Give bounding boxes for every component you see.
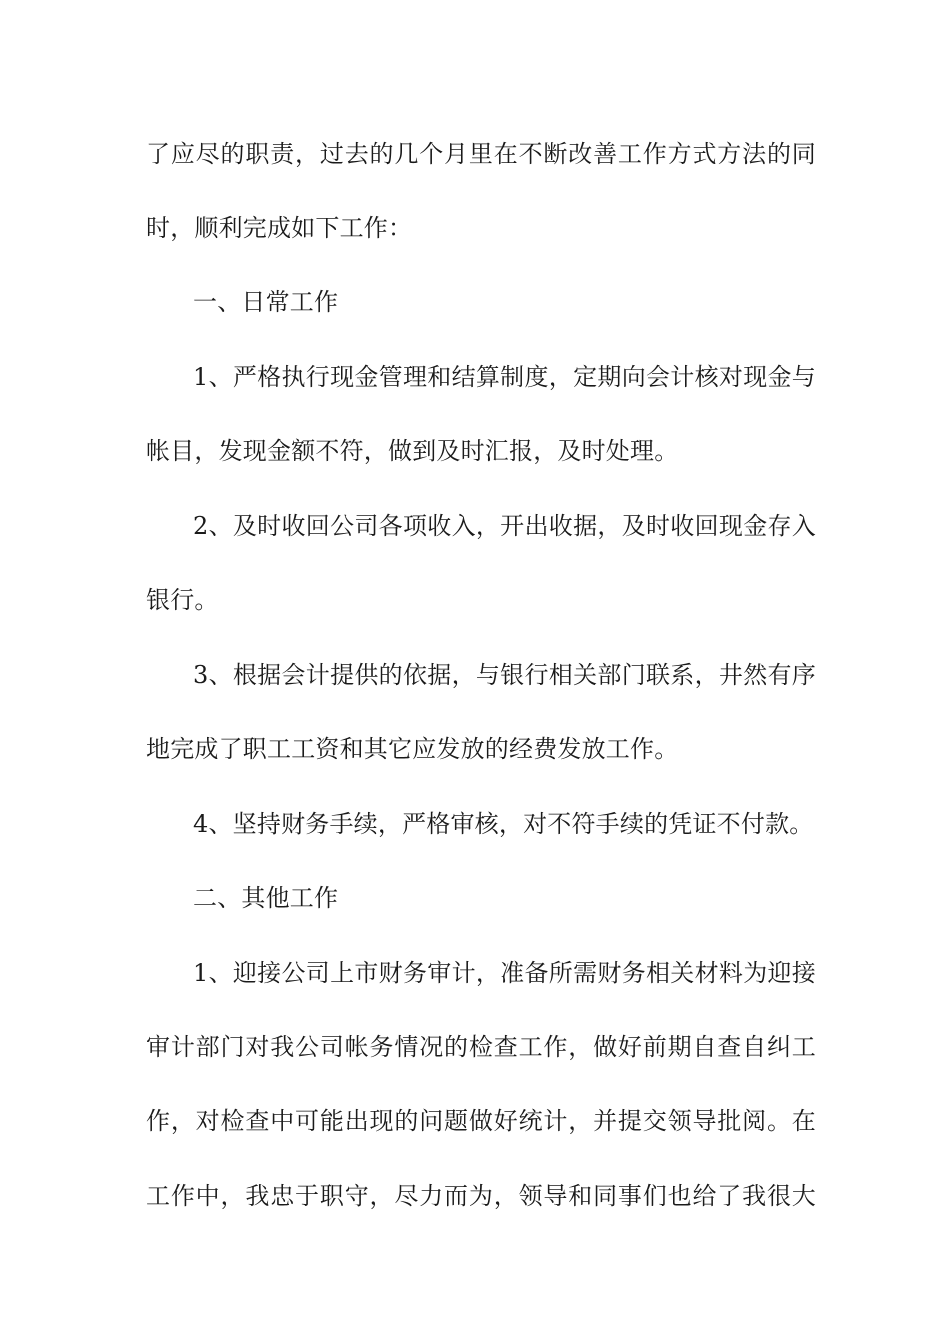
text-line: 工作中，我忠于职守，尽力而为，领导和同事们也给了我很大 [146, 1182, 816, 1210]
text-line: 1、迎接公司上市财务审计，准备所需财务相关材料为迎接 [193, 959, 816, 987]
text-line: 4、坚持财务手续，严格审核，对不符手续的凭证不付款。 [193, 810, 814, 838]
section-heading: 一、日常工作 [193, 288, 339, 316]
text-line: 帐目，发现金额不符，做到及时汇报，及时处理。 [146, 437, 679, 465]
text-line: 时，顺利完成如下工作： [146, 214, 413, 242]
text-line: 2、及时收回公司各项收入，开出收据，及时收回现金存入 [193, 512, 816, 540]
text-line: 审计部门对我公司帐务情况的检查工作，做好前期自查自纠工 [146, 1033, 816, 1061]
text-line: 银行。 [146, 586, 219, 614]
text-line: 1、严格执行现金管理和结算制度，定期向会计核对现金与 [193, 363, 816, 391]
text-line: 了应尽的职责，过去的几个月里在不断改善工作方式方法的同 [146, 140, 816, 168]
section-heading: 二、其他工作 [193, 884, 339, 912]
text-line: 作，对检查中可能出现的问题做好统计，并提交领导批阅。在 [146, 1107, 816, 1135]
text-line: 地完成了职工工资和其它应发放的经费发放工作。 [146, 735, 679, 763]
text-line: 3、根据会计提供的依据，与银行相关部门联系，井然有序 [193, 661, 816, 689]
